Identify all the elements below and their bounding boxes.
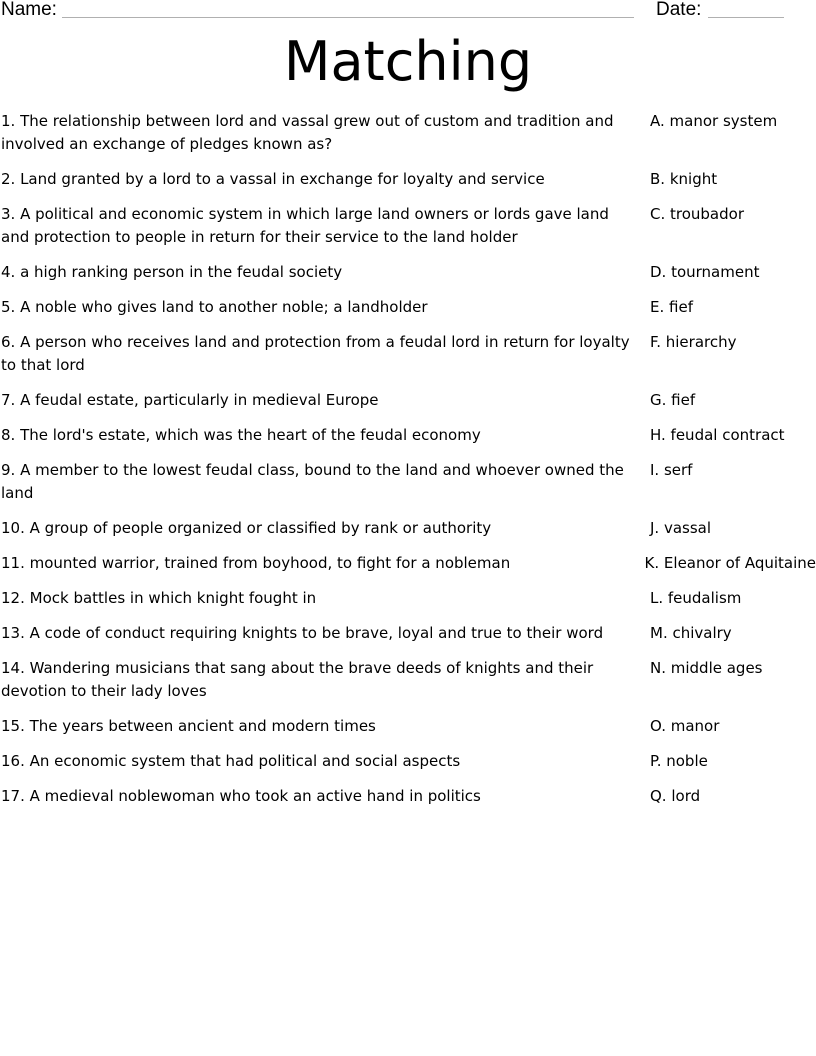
matching-row [0, 715, 816, 738]
matching-row [0, 587, 816, 610]
answer-o: O. manor [650, 717, 720, 735]
matching-row [0, 389, 816, 412]
question-13: 13. A code of conduct requiring knights to be brave, loyal and true to their word [1, 624, 604, 642]
page-title: Matching [283, 30, 533, 93]
answer-p: P. noble [650, 752, 708, 770]
answer-i: I. serf [650, 461, 693, 479]
date-blank-line [708, 17, 784, 18]
question-16: 16. An economic system that had political and social aspects [1, 752, 461, 770]
question-7: 7. A feudal estate, particularly in medieval Europe [1, 391, 379, 409]
matching-row [0, 657, 816, 703]
answer-b: B. knight [650, 170, 718, 188]
matching-list [0, 110, 816, 820]
question-11: 11. mounted warrior, trained from boyhood, to fight for a nobleman [1, 554, 511, 572]
question-14: 14. Wandering musicians that sang about the brave deeds of knights and their devotion to their lady loves [1, 659, 594, 700]
question-2: 2. Land granted by a lord to a vassal in exchange for loyalty and service [1, 170, 545, 188]
matching-row [0, 459, 816, 505]
matching-row [0, 552, 816, 575]
matching-row [0, 110, 816, 156]
question-1: 1. The relationship between lord and vassal grew out of custom and tradition and involved an exchange of pledges known as? [1, 112, 614, 153]
matching-row [0, 261, 816, 284]
question-15: 15. The years between ancient and modern times [1, 717, 376, 735]
question-9: 9. A member to the lowest feudal class, bound to the land and whoever owned the land [1, 461, 624, 502]
worksheet-header [0, 0, 816, 24]
answer-a: A. manor system [650, 112, 778, 130]
answer-e: E. fief [650, 298, 693, 316]
matching-row [0, 168, 816, 191]
answer-c: C. troubador [650, 205, 744, 223]
answer-k: K. Eleanor of Aquitaine [644, 554, 816, 572]
question-12: 12. Mock battles in which knight fought in [1, 589, 317, 607]
question-4: 4. a high ranking person in the feudal society [1, 263, 343, 281]
question-5: 5. A noble who gives land to another noble; a landholder [1, 298, 428, 316]
question-6: 6. A person who receives land and protection from a feudal lord in return for loyalty to that lord [1, 333, 630, 374]
matching-row [0, 331, 816, 377]
question-17: 17. A medieval noblewoman who took an active hand in politics [1, 787, 481, 805]
matching-row [0, 424, 816, 447]
answer-g: G. fief [650, 391, 696, 409]
answer-q: Q. lord [650, 787, 701, 805]
answer-f: F. hierarchy [650, 333, 737, 351]
question-10: 10. A group of people organized or classified by rank or authority [1, 519, 492, 537]
answer-h: H. feudal contract [650, 426, 785, 444]
name-label: Name: [1, 0, 57, 20]
name-blank-line [62, 17, 634, 18]
question-8: 8. The lord's estate, which was the heart of the feudal economy [1, 426, 481, 444]
answer-l: L. feudalism [650, 589, 742, 607]
answer-d: D. tournament [650, 263, 760, 281]
matching-row [0, 517, 816, 540]
answer-n: N. middle ages [650, 659, 763, 677]
question-3: 3. A political and economic system in which large land owners or lords gave land and protection to people in return for their service to the land holder [1, 205, 609, 246]
answer-m: M. chivalry [650, 624, 732, 642]
answer-j: J. vassal [650, 519, 712, 537]
matching-row [0, 622, 816, 645]
matching-row [0, 750, 816, 773]
date-label: Date: [656, 0, 702, 20]
matching-row [0, 785, 816, 808]
matching-row [0, 296, 816, 319]
matching-row [0, 203, 816, 249]
